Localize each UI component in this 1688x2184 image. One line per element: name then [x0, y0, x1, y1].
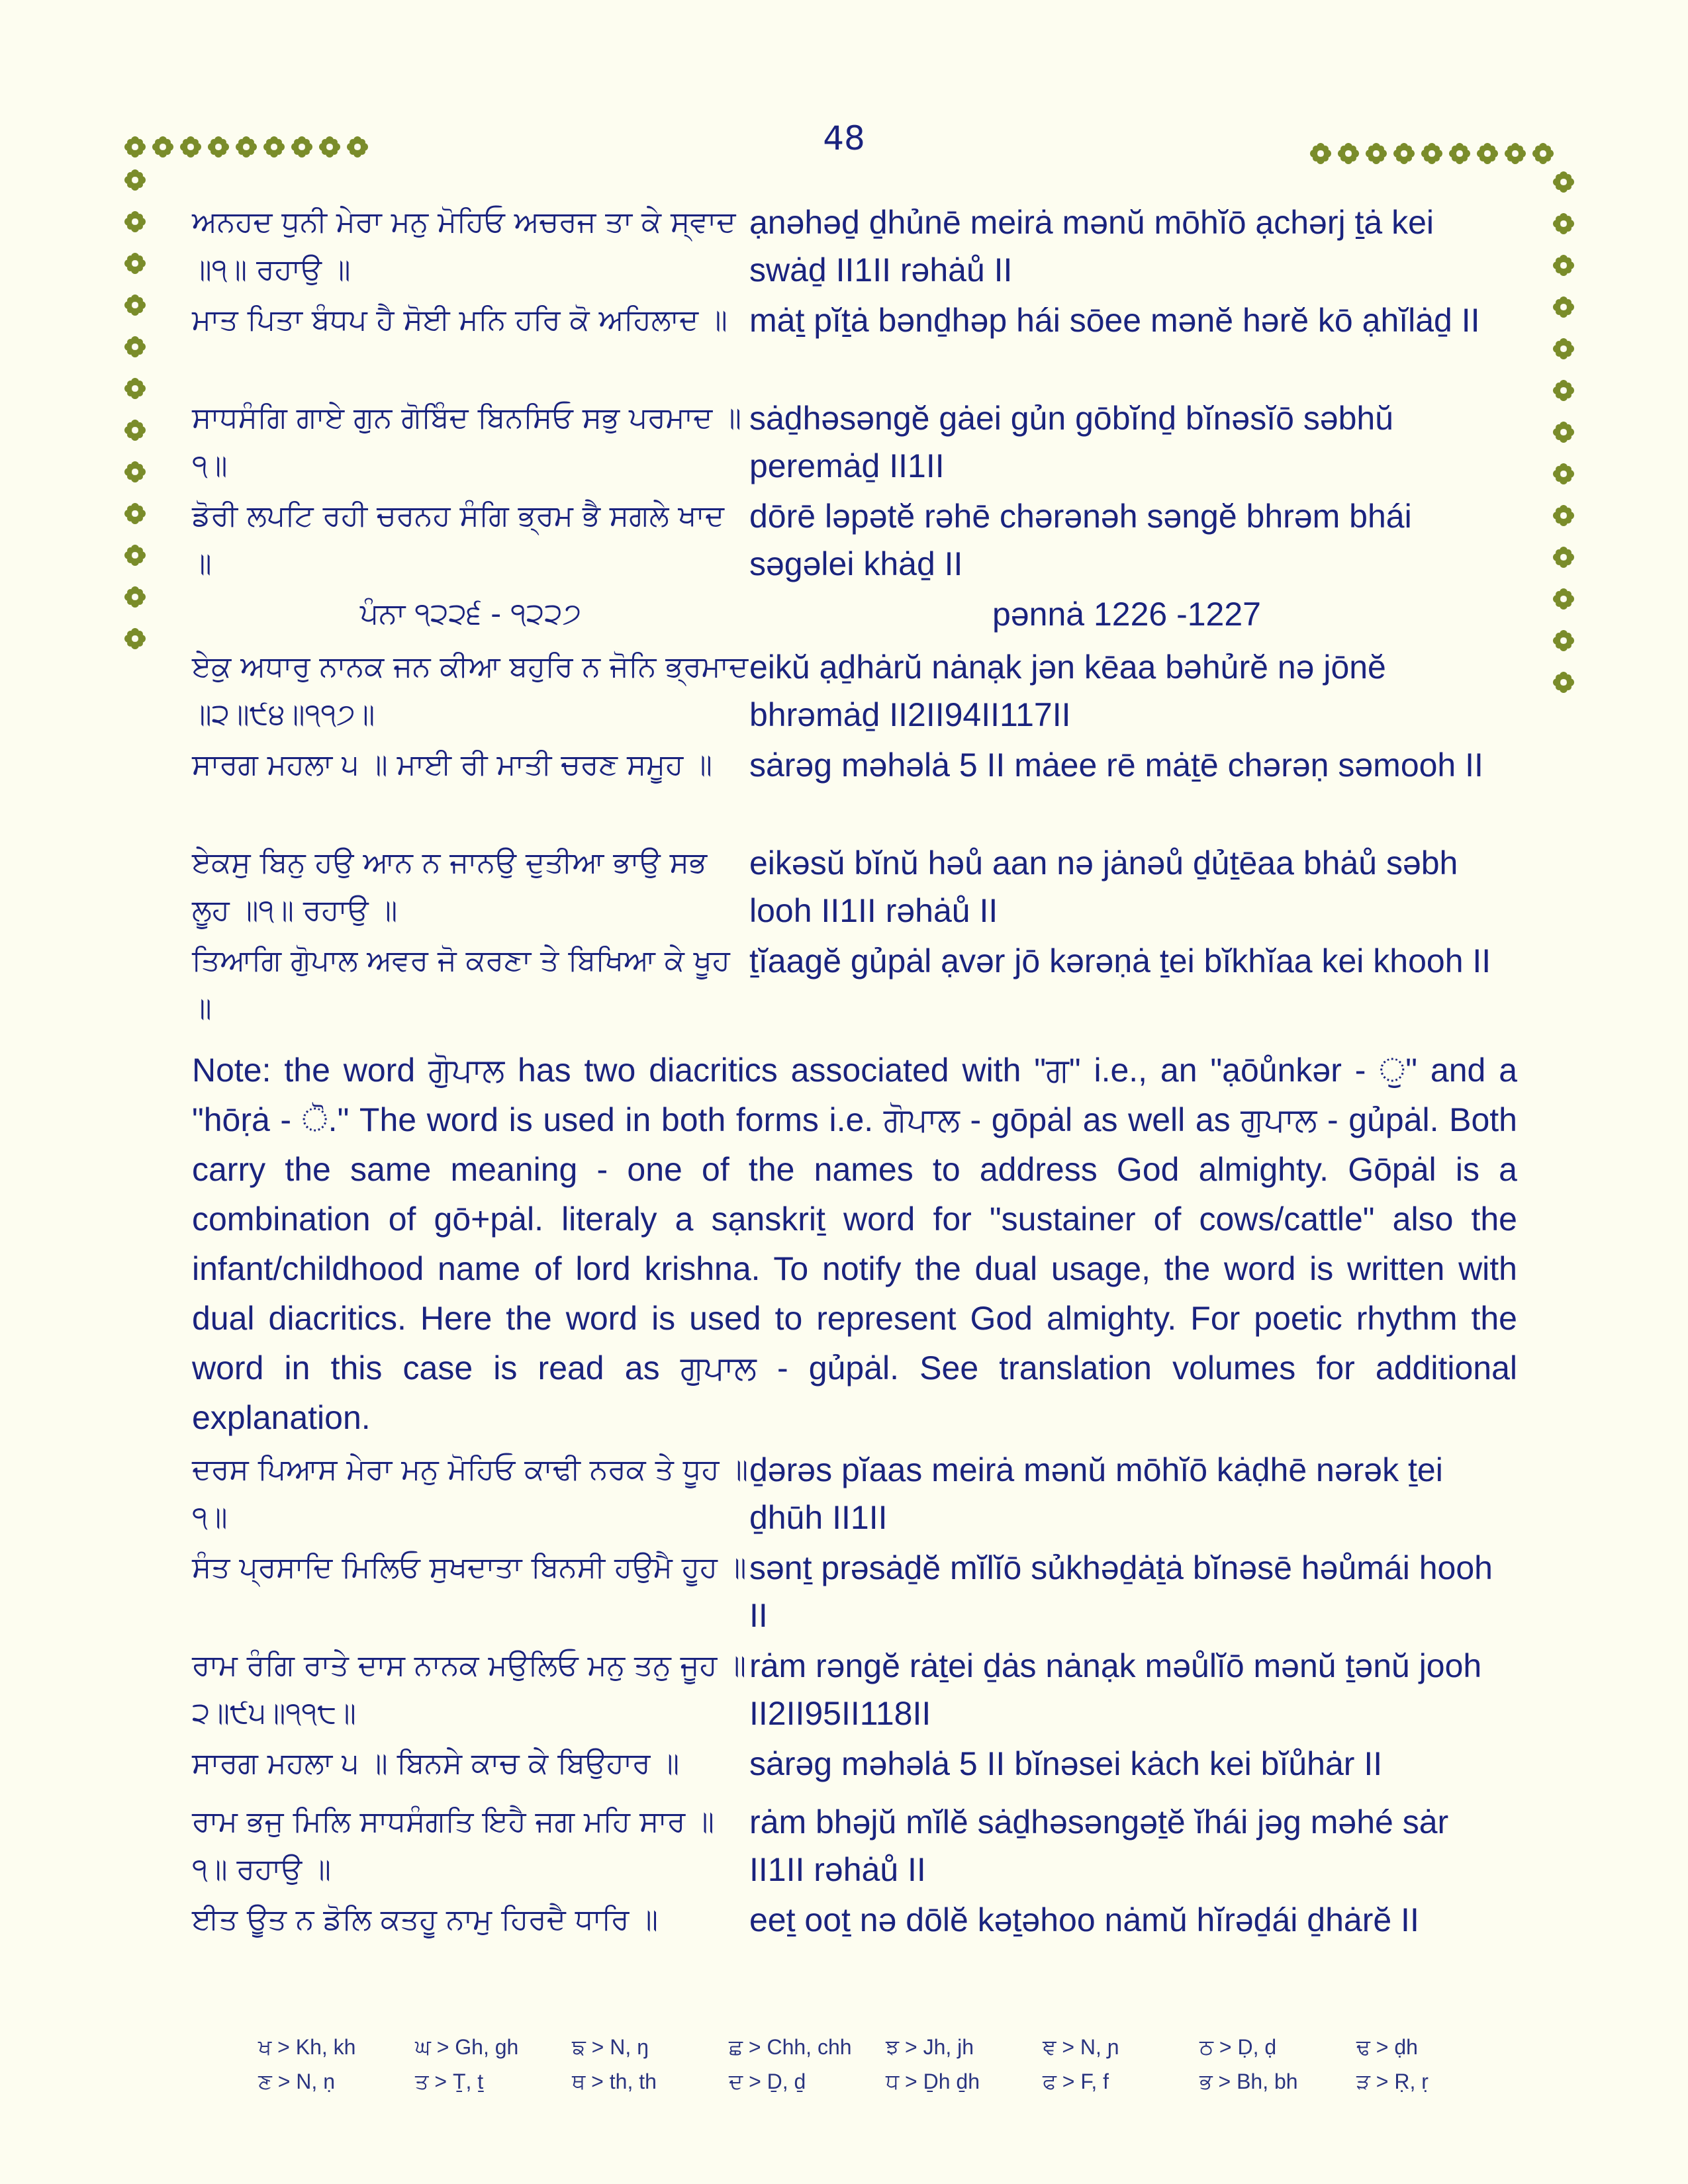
flower-ornament-icon: [207, 136, 230, 158]
gurmukhi-text: ਸਾਰਗ ਮਹਲਾ ੫ ॥ ਮਾਈ ਰੀ ਮਾਤੀ ਚਰਣ ਸਮੂਹ ॥: [192, 748, 712, 782]
verse-row: [192, 839, 1516, 937]
transliteration-text: eikəsŭ bĭnŭ həů aan nə jȧnəů ḏủṯēaa bhȧů səbh looh II1II rəhȧů II: [749, 844, 1458, 929]
gurmukhi-text: ਰਾਮ ਰੰਗਿ ਰਾਤੇ ਦਾਸ ਨਾਨਕ ਮਉਲਿਓ ਮਨੁ ਤਨੁ ਜੂਹ ॥੨॥੯੫॥੧੧੮॥: [192, 1649, 747, 1730]
verse-row: [192, 643, 1516, 741]
verse-row: [192, 1642, 1516, 1740]
flower-ornament-icon: [1552, 379, 1575, 402]
page-number: 48: [823, 119, 865, 158]
flower-ornament-icon: [1552, 254, 1575, 277]
flower-ornament-icon: [124, 461, 146, 483]
transliteration-text: ṯĭaagĕ gủpȧl ạvər jō kərəṇȧ ṯei bĭkhĭaa kei khooh II: [749, 942, 1491, 979]
flower-ornament-icon: [1552, 546, 1575, 569]
flower-ornament-icon: [1552, 338, 1575, 360]
legend-item: ਤ > Ṯ, ṯ: [415, 2070, 484, 2093]
flower-ornament-icon: [1393, 142, 1415, 165]
verse-row: [192, 1446, 1516, 1544]
legend-item: ਥ > th, th: [572, 2070, 657, 2093]
gurmukhi-text: ਤਿਆਗਿ ਗੁੋਪਾਲ ਅਵਰ ਜੋ ਕਰਣਾ ਤੇ ਬਿਖਿਆ ਕੇ ਖੂਹ ॥: [192, 944, 730, 1025]
gurmukhi-text: ਡੋਰੀ ਲਪਟਿ ਰਹੀ ਚਰਨਹ ਸੰਗਿ ਭ੍ਰਮ ਭੈ ਸਗਲੇ ਖਾਦ ॥: [192, 499, 725, 580]
flower-ornament-icon: [1552, 629, 1575, 652]
legend-item: ਙ > N, ŋ: [572, 2035, 649, 2059]
flower-ornament-icon: [124, 586, 146, 608]
gurmukhi-text: ਸਾਧਸੰਗਿ ਗਾਏ ਗੁਨ ਗੋਬਿੰਦ ਬਿਨਸਿਓ ਸਭੁ ਪਰਮਾਦ ॥੧॥: [192, 401, 741, 482]
flower-ornament-icon: [1421, 142, 1443, 165]
transliteration-text: eikŭ ạḏhȧrŭ nȧnạk jən kēaa bəhủrĕ nə jōnĕ bhrəmȧḏ II2II94II117II: [749, 649, 1386, 733]
flower-ornament-icon: [1504, 142, 1526, 165]
verse-row: [192, 741, 1516, 839]
verse-row: [192, 296, 1516, 394]
verse-row: [192, 199, 1516, 296]
transliteration-text: sȧrəg məhəlȧ 5 II mȧee rē mȧṯē chərəṇ səmooh II: [749, 747, 1483, 784]
flower-ornament-icon: [1552, 296, 1575, 318]
flower-ornament-icon: [1552, 588, 1575, 610]
flower-ornament-icon: [1365, 142, 1387, 165]
flower-ornament-icon: [318, 136, 341, 158]
flower-ornament-icon: [1532, 142, 1554, 165]
legend-item: ਠ > Ḍ, ḍ: [1199, 2035, 1277, 2059]
legend-item: ਛ > Chh, chh: [729, 2035, 852, 2059]
flower-ornament-icon: [124, 294, 146, 316]
flower-ornament-icon: [346, 136, 369, 158]
flower-ornament-icon: [124, 502, 146, 525]
flower-ornament-icon: [124, 377, 146, 400]
gurmukhi-text: ਈਤ ਊਤ ਨ ਡੋਲਿ ਕਤਹੂ ਨਾਮੁ ਹਿਰਦੈ ਧਾਰਿ ॥: [192, 1903, 659, 1936]
legend-item: ਖ > Kh, kh: [258, 2035, 356, 2059]
flower-ornament-icon: [1309, 142, 1332, 165]
gurmukhi-text: ਸੰਤ ਪ੍ਰਸਾਦਿ ਮਿਲਿਓ ਸੁਖਦਾਤਾ ਬਿਨਸੀ ਹਉਮੈ ਹੂਹ ॥: [192, 1551, 747, 1584]
flower-ornament-icon: [1552, 212, 1575, 235]
flower-ornament-icon: [1448, 142, 1471, 165]
explanatory-note: Note: the word ਗੁੋਪਾਲ has two diacritics associated with "ਗ" i.e., an "ạōůnkər - ੁ" and a "hōṛȧ - ੋ." The word is used in both forms i.e. ਗੋਪਾਲ - gōpȧl as well as ਗੁਪਾਲ - gủpȧl. Both carry the same meaning - one of the names to address God almighty. Gōpȧl is a combination of gō+pȧl. literaly a sạnskriṯ word for "sustainer of cows/cattle" also the infant/childhood name of lord krishna. To notify the dual usage, the word is written with dual diacritics. Here the word is used to represent God almighty. For poetic rhythm the word in this case is read as ਗੁਪਾਲ - gủpȧl. See translation volumes for additional explanation.: [192, 1052, 1517, 1436]
legend-item: ਧ > Ḏh ḏh: [886, 2070, 980, 2093]
transliteration-text: ạnəhəḏ ḏhủnē meirȧ mənŭ mōhĭō ạchərj ṯȧ kei swȧḏ II1II rəhȧů II: [749, 204, 1434, 289]
gurmukhi-text: ਅਨਹਦ ਧੁਨੀ ਮੇਰਾ ਮਨੁ ਮੋਹਿਓ ਅਚਰਜ ਤਾ ਕੇ ਸ੍ਵਾਦ ॥੧॥ ਰਹਾਉ ॥: [192, 205, 736, 287]
flower-ornament-icon: [1476, 142, 1499, 165]
gurmukhi-text: ਮਾਤ ਪਿਤਾ ਬੰਧਪ ਹੈ ਸੋਈ ਮਨਿ ਹਰਿ ਕੋ ਅਹਿਲਾਦ ॥: [192, 303, 727, 337]
flower-ornament-icon: [124, 627, 146, 650]
verse-row: [192, 492, 1516, 590]
verse-row: [192, 1896, 1516, 1954]
transliteration-text: ḏərəs pĭaas meirȧ mənŭ mōhĭō kȧḍhē nərək ṯei ḏhūh II1II: [749, 1451, 1443, 1536]
flower-ornament-icon: [124, 210, 146, 233]
transliteration-text: sənṯ prəsȧḏĕ mĭlĭō sủkhəḏȧṯȧ bĭnəsē həůmái hooh II: [749, 1549, 1493, 1634]
verse-row: [192, 1798, 1516, 1896]
verse-row: [192, 937, 1516, 1035]
legend-row: [258, 2035, 1516, 2070]
flower-ornament-icon: [124, 544, 146, 567]
transliteration-text: sȧḏhəsəngĕ gȧei gủn gōbĭnḏ bĭnəsĭō səbhŭ peremȧḏ II1II: [749, 400, 1394, 484]
legend-item: ਫ > F, f: [1043, 2070, 1109, 2093]
flower-ornament-icon: [1337, 142, 1360, 165]
transliteration-text: mȧṯ pĭṯȧ bənḏhəp hái sōee mənĕ hərĕ kō ạhĭlȧḏ II: [749, 302, 1480, 339]
transliteration-text: sȧrəg məhəlȧ 5 II bĭnəsei kȧch kei bĭůhȧr II: [749, 1745, 1383, 1782]
transliteration-legend: [258, 2035, 1516, 2104]
transliteration-text: dōrē ləpətĕ rəhē chərənəh səngĕ bhrəm bhái səgəlei khȧḏ II: [749, 498, 1412, 582]
flower-ornament-icon: [124, 336, 146, 358]
gurmukhi-text: ਰਾਮ ਭਜੁ ਮਿਲਿ ਸਾਧਸੰਗਤਿ ਇਹੈ ਜਗ ਮਹਿ ਸਾਰ ॥੧॥ ਰਹਾਉ ॥: [192, 1805, 714, 1886]
flower-ornament-icon: [1552, 504, 1575, 527]
page-reference-gurmukhi: ਪੰਨਾ ੧੨੨੬ - ੧੨੨੭: [359, 597, 582, 631]
transliteration-text: eeṯ ooṯ nə dōlĕ kəṯəhoo nȧmŭ hĭrəḏái ḏhȧrĕ II: [749, 1901, 1419, 1938]
flower-ornament-icon: [291, 136, 313, 158]
flower-ornament-icon: [124, 419, 146, 441]
legend-item: ਣ > N, ṇ: [258, 2070, 335, 2093]
flower-ornament-icon: [124, 252, 146, 275]
flower-ornament-icon: [152, 136, 174, 158]
gurmukhi-text: ਏਕੁ ਅਧਾਰੁ ਨਾਨਕ ਜਨ ਕੀਆ ਬਹੁਰਿ ਨ ਜੋਨਿ ਭ੍ਰਮਾਦ ॥੨॥੯੪॥੧੧੭॥: [192, 650, 749, 731]
legend-row: [258, 2070, 1516, 2104]
legend-item: ਞ > N, ɲ: [1043, 2035, 1119, 2059]
verse-table-top: [192, 199, 1516, 1035]
legend-item: ਘ > Gh, gh: [415, 2035, 519, 2059]
page-reference-translit: pənnȧ 1226 -1227: [992, 596, 1261, 633]
legend-item: ਢ > ḍh: [1356, 2035, 1418, 2059]
legend-item: ਝ > Jh, jh: [886, 2035, 974, 2059]
flower-ornament-icon: [124, 169, 146, 191]
transliteration-text: rȧm bhəjŭ mĭlĕ sȧḏhəsəngəṯĕ ĭhái jəg məhé sȧr II1II rəhȧů II: [749, 1803, 1449, 1888]
flower-ornament-icon: [124, 136, 146, 158]
legend-item: ਭ > Bh, bh: [1199, 2070, 1298, 2093]
flower-ornament-icon: [263, 136, 285, 158]
legend-item: ੜ > Ṛ, ṛ: [1356, 2070, 1429, 2093]
verse-row: [192, 394, 1516, 492]
gurmukhi-text: ਦਰਸ ਪਿਆਸ ਮੇਰਾ ਮਨੁ ਮੋਹਿਓ ਕਾਢੀ ਨਰਕ ਤੇ ਧੂਹ ॥੧॥: [192, 1453, 749, 1534]
gurmukhi-text: ਏਕਸੁ ਬਿਨੁ ਹਉ ਆਨ ਨ ਜਾਨਉ ਦੁਤੀਆ ਭਾਉ ਸਭ ਲੂਹ ॥੧॥ ਰਹਾਉ ॥: [192, 846, 707, 927]
flower-ornament-icon: [1552, 671, 1575, 694]
verse-row: [192, 1544, 1516, 1642]
flower-ornament-icon: [1552, 463, 1575, 485]
flower-ornament-icon: [179, 136, 202, 158]
flower-ornament-icon: [235, 136, 258, 158]
legend-item: ਦ > Ḏ, ḏ: [729, 2070, 806, 2093]
verse-table-bottom: [192, 1446, 1516, 1954]
flower-ornament-icon: [1552, 421, 1575, 443]
flower-ornament-icon: [1552, 171, 1575, 193]
transliteration-text: rȧm rəngĕ rȧṯei ḏȧs nȧnạk məůlĭō mənŭ ṯənŭ jooh II2II95II118II: [749, 1647, 1482, 1732]
page-reference-row: [192, 590, 1516, 643]
gurmukhi-text: ਸਾਰਗ ਮਹਲਾ ੫ ॥ ਬਿਨਸੇ ਕਾਚ ਕੇ ਬਿਉਹਾਰ ॥: [192, 1747, 680, 1780]
verse-row: [192, 1740, 1516, 1798]
